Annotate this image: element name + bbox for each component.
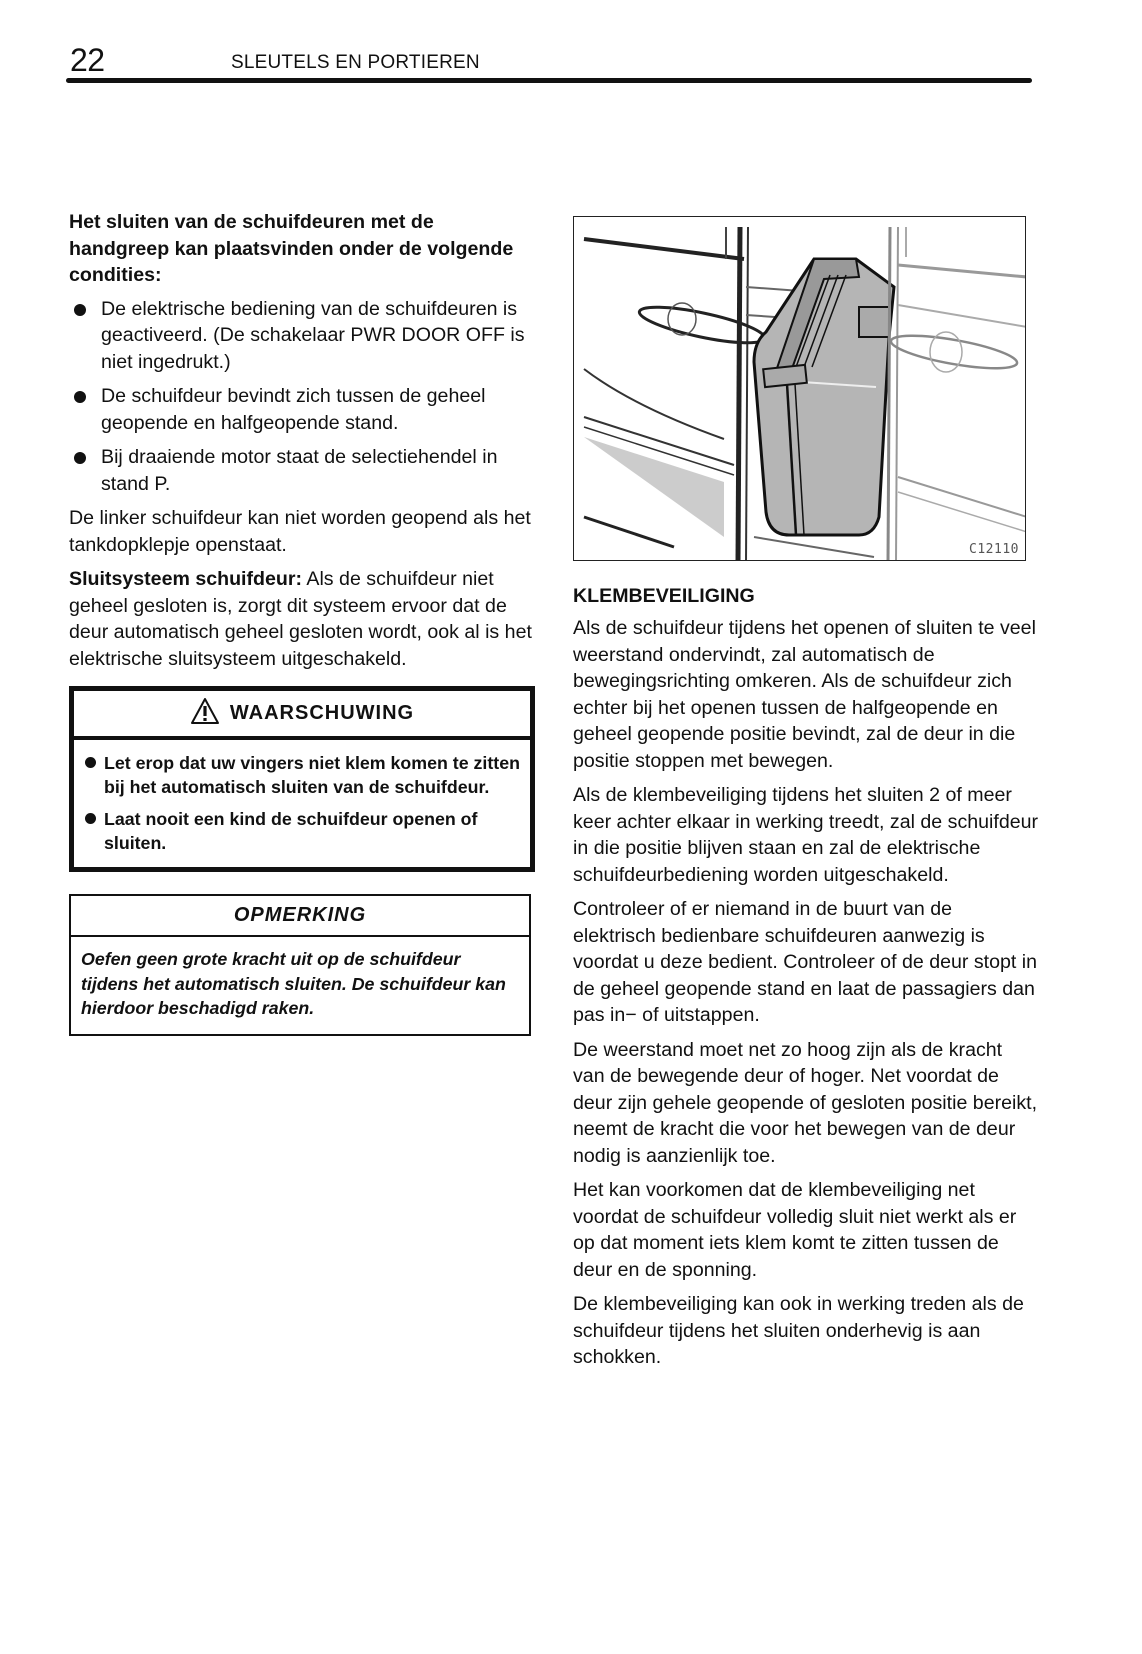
bullet-icon <box>85 813 96 824</box>
warning-box <box>69 686 535 872</box>
conditions-intro: Het sluiten van de schuifdeuren met de handgreep kan plaatsvinden onder de volgende condities: <box>69 211 514 286</box>
warning-title: WAARSCHUWING <box>229 702 415 724</box>
fuel-flap-paragraph: De linker schuifdeur kan niet worden geopend als het tankdopklepje openstaat. <box>69 507 531 556</box>
note-header <box>71 896 529 937</box>
note-box <box>69 894 531 1036</box>
warning-list <box>74 740 530 867</box>
list-item: De elektrische bediening van de schuifdeuren is geactiveerd. (De schakelaar PWR DOOR OFF is niet ingedrukt.) <box>69 296 535 376</box>
warning-header <box>74 691 530 740</box>
bullet-icon <box>74 391 86 403</box>
right-column <box>573 216 1039 1379</box>
note-text: Oefen geen grote kracht uit op de schuifdeur tijdens het automatisch sluiten. De schuifdeur kan hierdoor beschadigd raken. <box>81 949 506 1018</box>
bullet-icon <box>85 757 96 768</box>
warning-triangle-icon <box>190 697 220 730</box>
conditions-list <box>69 296 535 498</box>
body-paragraph: Als de schuifdeur tijdens het openen of sluiten te veel weerstand ondervindt, zal automatisch de bewegingsrichting omkeren. Als de schuifdeur zich echter bij het openen tussen de halfgeopende en geheel geopende positie bevindt, zal de deur in die positie stoppen met bewegen. <box>573 617 1036 772</box>
body-paragraph: De weerstand moet net zo hoog zijn als de kracht van de bewegende deur of hoger. Net voordat de deur zijn gehele geopende of gesloten positie bereikt, neemt de kracht die voor het bewegen van de deur nodig is aanzienlijk toe. <box>573 1038 1038 1167</box>
header-rule <box>66 78 1032 83</box>
page-header <box>66 42 1032 86</box>
section-heading-klembeveiliging: KLEMBEVEILIGING <box>573 585 755 607</box>
closing-system-label: Sluitsysteem schuifdeur: <box>69 568 303 590</box>
bullet-icon <box>74 304 86 316</box>
closing-system-paragraph <box>69 566 535 672</box>
left-column <box>69 209 535 1036</box>
list-item: Bij draaiende motor staat de selectiehendel in stand P. <box>69 444 535 497</box>
door-illustration-icon <box>574 217 1026 561</box>
closing-system-text: Als de schuifdeur niet geheel gesloten is, zorgt dit systeem ervoor dat de deur automatisch geheel gesloten wordt, ook al is het elektrische sluitsysteem uitgeschakeld. <box>69 568 532 670</box>
page-number: 22 <box>70 42 105 78</box>
note-title: OPMERKING <box>233 904 367 926</box>
list-item: Laat nooit een kind de schuifdeur openen of sluiten. <box>84 807 520 855</box>
body-paragraph: Het kan voorkomen dat de klembeveiliging net voordat de schuifdeur volledig sluit niet werkt als er op dat moment iets klem komt te zitten tussen de deur en de sponning. <box>573 1179 1017 1281</box>
bullet-icon <box>74 452 86 464</box>
briefcase-door-illustration <box>573 216 1026 561</box>
body-paragraph: De klembeveiliging kan ook in werking treden als de schuifdeur tijdens het sluiten onderhevig is aan schokken. <box>573 1293 1024 1368</box>
body-paragraph: Controleer of er niemand in de buurt van de elektrisch bedienbare schuifdeuren aanwezig is voordat u deze bedient. Controleer of de deur stopt in de geheel geopende stand en laat de passagiers dan pas in− of uitstappen. <box>573 898 1038 1026</box>
body-paragraph: Als de klembeveiliging tijdens het sluiten 2 of meer keer achter elkaar in werking treedt, zal de schuifdeur in die positie blijven staan en zal de elektrische schuifdeurbediening worden uitgeschakeld. <box>573 784 1039 886</box>
figure-code: C12110 <box>969 542 1019 557</box>
section-title: SLEUTELS EN PORTIEREN <box>231 52 480 73</box>
list-item: Let erop dat uw vingers niet klem komen te zitten bij het automatisch sluiten van de schuifdeur. <box>84 751 520 799</box>
list-item: De schuifdeur bevindt zich tussen de geheel geopende en halfgeopende stand. <box>69 383 535 436</box>
